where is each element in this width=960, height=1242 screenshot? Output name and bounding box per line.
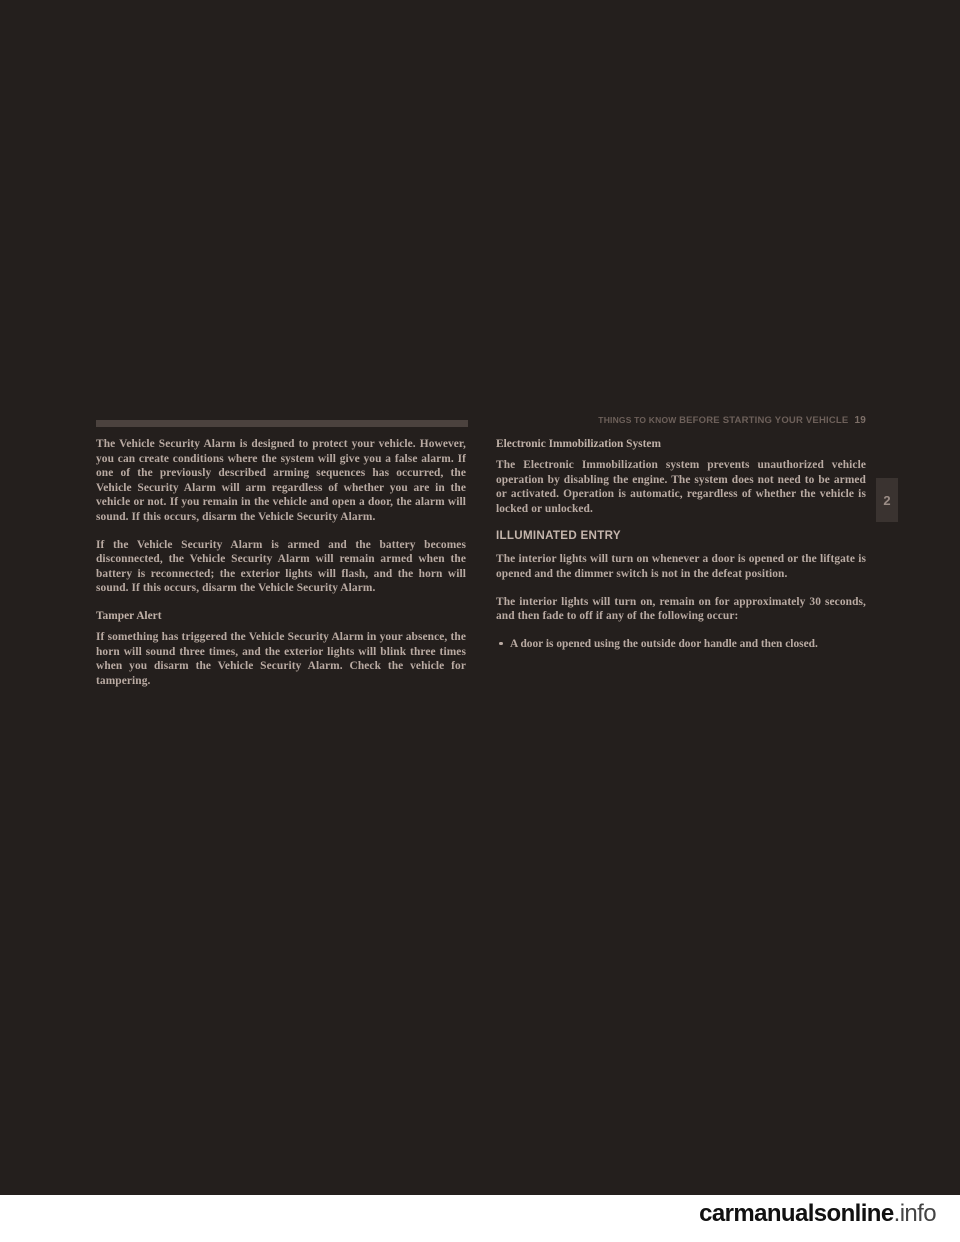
- page-content: [96, 415, 866, 815]
- watermark-prefix: carmanualsonline: [699, 1200, 894, 1227]
- bullet-list: [496, 637, 866, 652]
- running-head: [496, 415, 866, 426]
- page-number: 19: [854, 415, 866, 426]
- header-rule: [96, 420, 468, 427]
- paragraph: The Electronic Immobilization system prevents unauthorized vehicle operation by disabling the engine. The system does not need to be armed or activated. Operation is automatic, regardless of whether the vehicle is locked or unlocked.: [496, 459, 866, 515]
- running-head-prefix: THINGS TO KNOW: [598, 415, 680, 425]
- paragraph: If something has triggered the Vehicle Security Alarm in your absence, the horn will sound three times, and the exterior lights will blink three times when you disarm the Vehicle Security Alarm. Check the vehicle for tampering.: [96, 630, 466, 687]
- section-subhead-electronic-immobilization: Electronic Immobilization System: [496, 438, 661, 450]
- page-header: [96, 415, 866, 431]
- right-column: [496, 437, 866, 661]
- paragraph: The interior lights will turn on, remain on for approximately 30 seconds, and then fade to off if any of the following occur:: [496, 595, 866, 623]
- paragraph: The Vehicle Security Alarm is designed to protect your vehicle. However, you can create conditions where the system will give you a false alarm. If one of the previously described arming sequences has occurred, the Vehicle Security Alarm will arm regardless of whether you are in the vehicle or not. If you remain in the vehicle and open a door, the alarm will sound. If this occurs, disarm the Vehicle Security Alarm.: [96, 438, 466, 523]
- section-head-illuminated-entry: ILLUMINATED ENTRY: [496, 529, 621, 543]
- running-head-main: BEFORE STARTING YOUR VEHICLE: [679, 415, 849, 426]
- section-subhead-tamper-alert: Tamper Alert: [96, 609, 162, 622]
- list-item-label: A door is opened using the outside door handle and then closed.: [510, 637, 818, 650]
- watermark-suffix: .info: [893, 1200, 936, 1227]
- bullet-dot-icon: [499, 642, 503, 646]
- chapter-tab: [876, 478, 898, 522]
- site-watermark: [699, 1200, 936, 1228]
- chapter-tab-label: 2: [883, 492, 891, 508]
- list-item: [496, 637, 866, 652]
- left-column: [96, 437, 466, 688]
- paragraph: If the Vehicle Security Alarm is armed and the battery becomes disconnected, the Vehicle Security Alarm will remain armed when the battery is reconnected; the exterior lights will flash, and the horn will sound. If this occurs, disarm the Vehicle Security Alarm.: [96, 538, 466, 595]
- paragraph: The interior lights will turn on whenever a door is opened or the liftgate is opened and the dimmer switch is not in the defeat position.: [496, 553, 866, 580]
